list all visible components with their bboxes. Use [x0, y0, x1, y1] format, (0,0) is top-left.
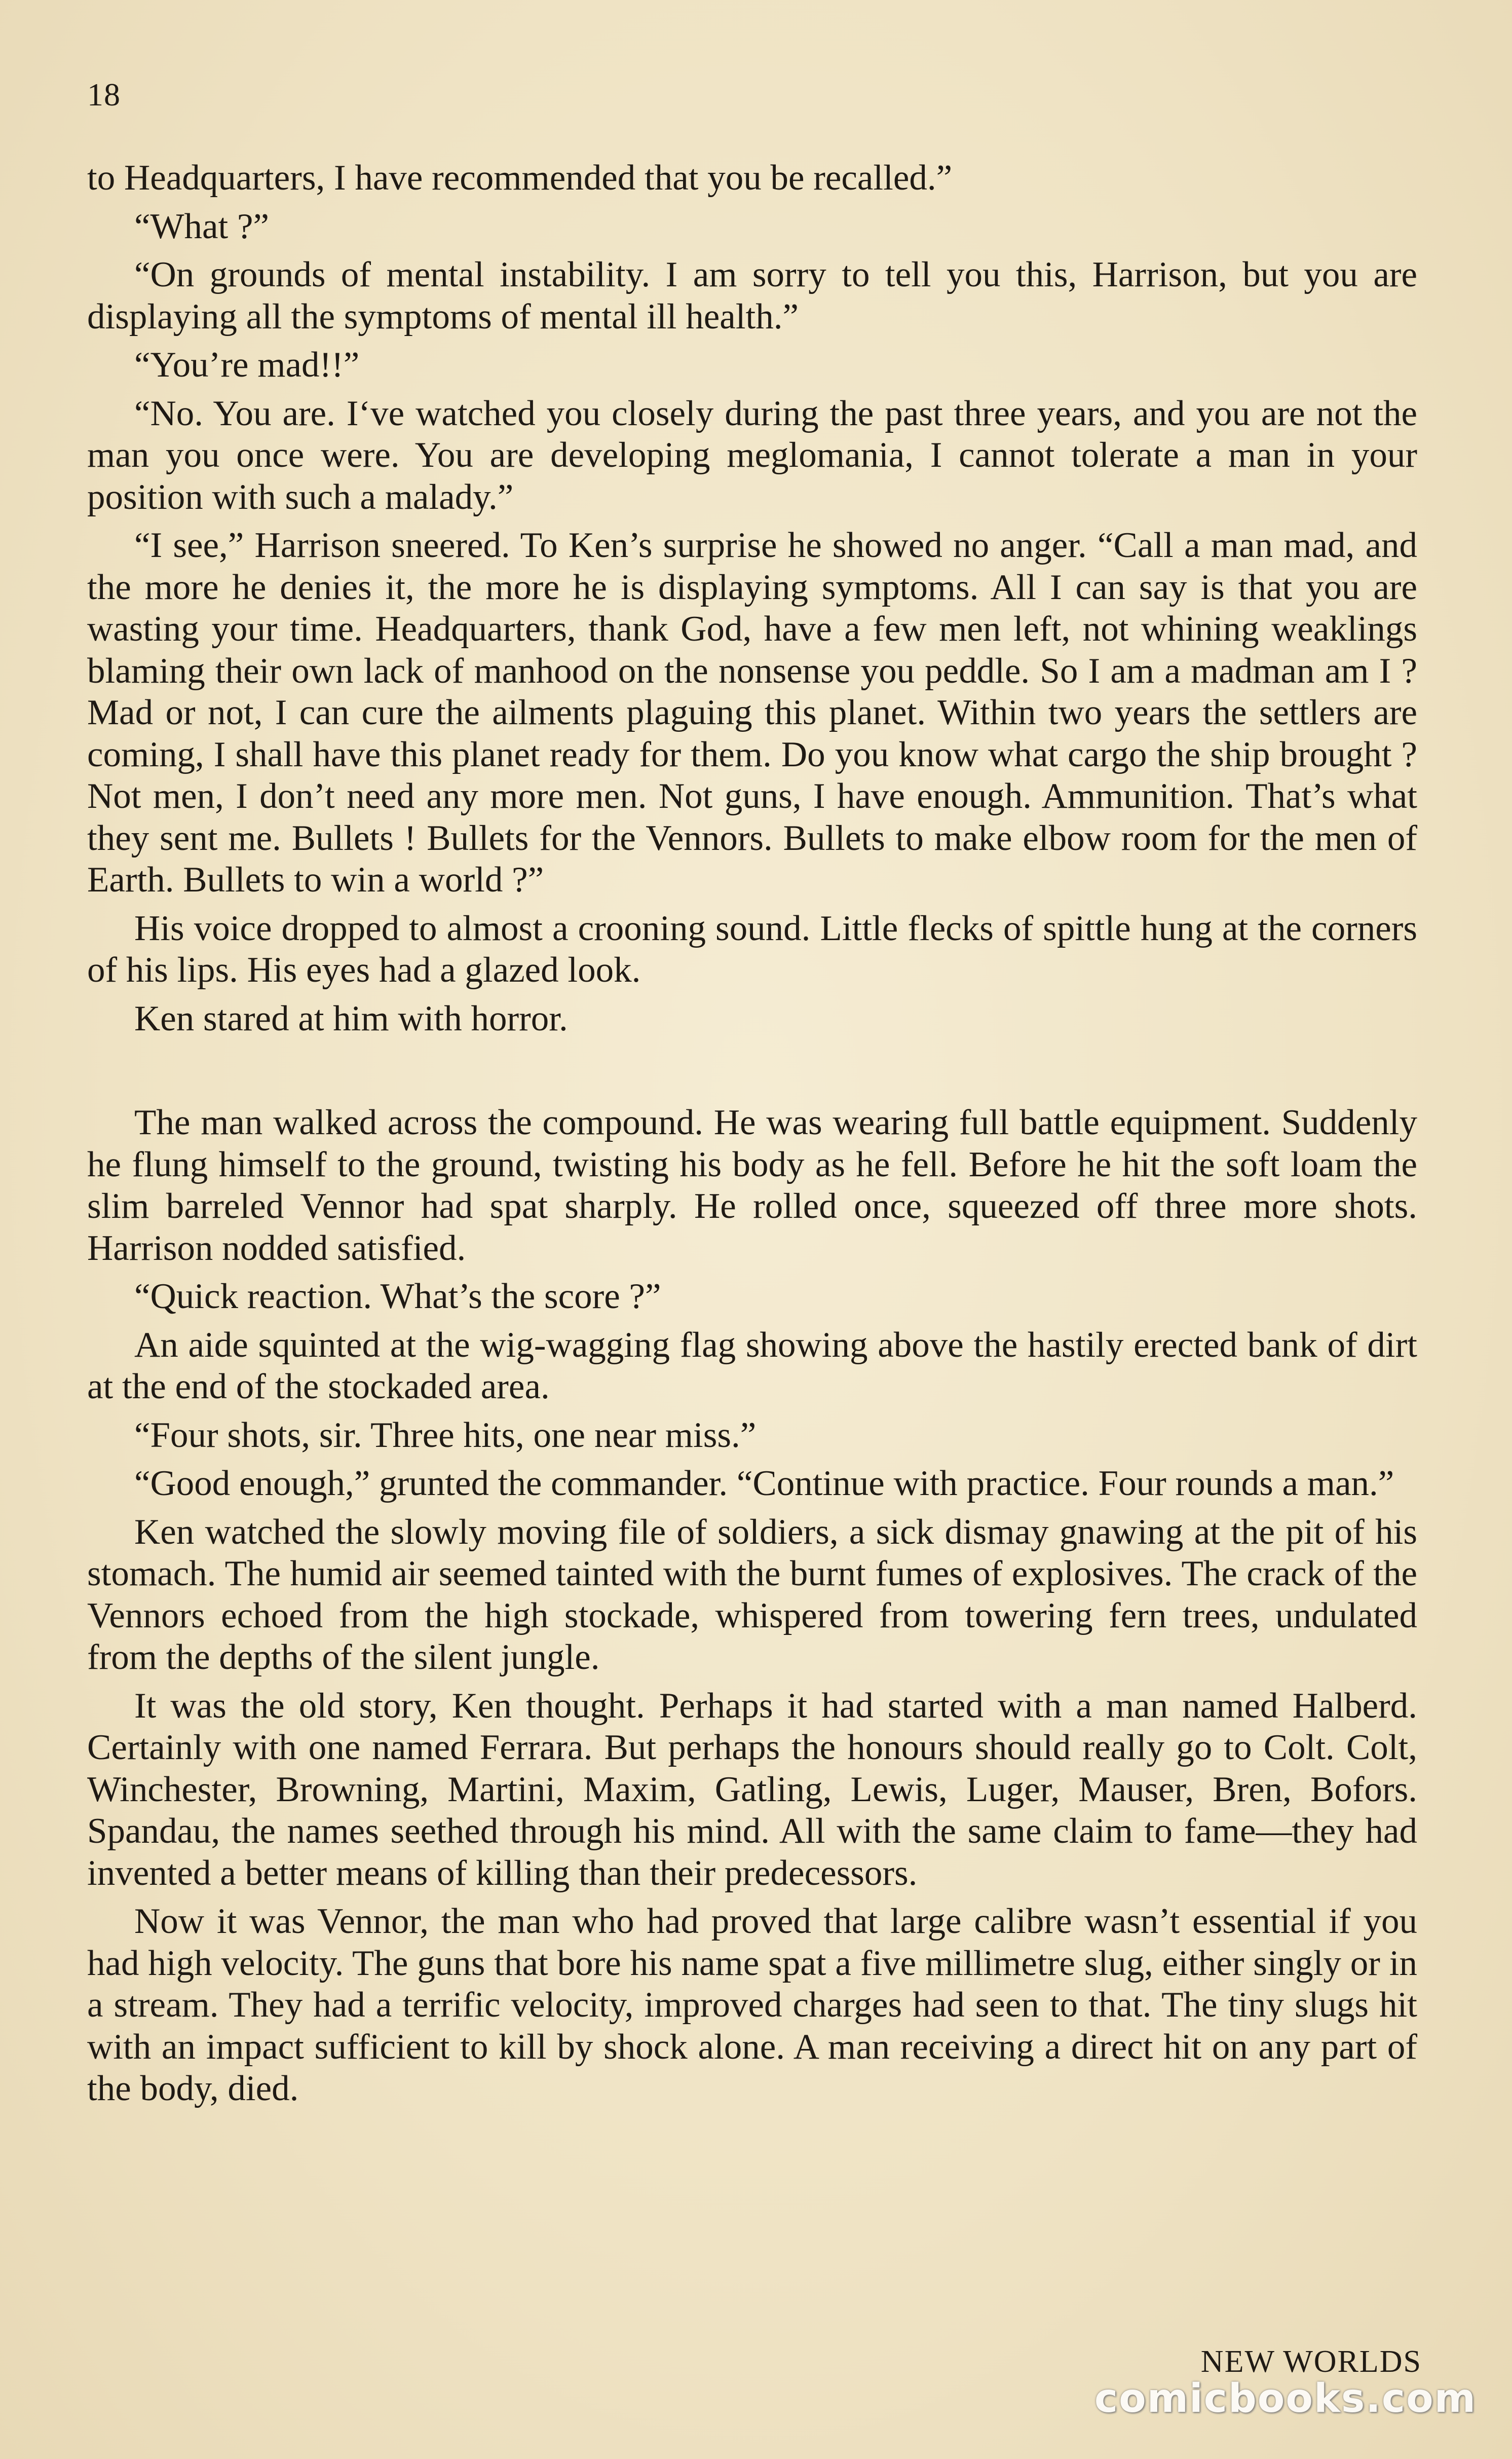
paragraph: “Quick reaction. What’s the score ?”: [134, 1277, 661, 1316]
story-section-2: [87, 1102, 1417, 2110]
story-text: [87, 157, 1417, 2116]
page-number: 18: [87, 77, 121, 113]
paragraph: An aide squinted at the wig-wagging flag showing above the hastily erected bank of dirt at the end of the stockaded area.: [87, 1325, 1417, 1406]
paragraph: “Four shots, sir. Three hits, one near miss.”: [134, 1415, 757, 1455]
paragraph: “You’re mad!!”: [134, 345, 360, 385]
paragraph: “What ?”: [134, 206, 270, 246]
story-section-1: [87, 157, 1417, 1039]
paragraph: Ken stared at him with horror.: [134, 998, 568, 1038]
paragraph: The man walked across the compound. He was wearing full battle equipment. Suddenly he flung himself to the ground, twisting his body as he fell. Before he hit the soft loam the slim barreled Vennor had spat sharply. He rolled once, squeezed off three more shots. Harrison nodded satisfied.: [87, 1103, 1417, 1268]
paragraph: Ken watched the slowly moving file of soldiers, a sick dismay gnawing at the pit of his stomach. The humid air seemed tainted with the burnt fumes of explosives. The crack of the Vennors echoed from the high stockade, whispered from towering fern trees, undulated from the depths of the silent jungle.: [87, 1512, 1417, 1677]
paragraph: His voice dropped to almost a crooning sound. Little flecks of spittle hung at the corners of his lips. His eyes had a glazed look.: [87, 908, 1417, 990]
paragraph: Now it was Vennor, the man who had proved that large calibre wasn’t essential if you had high velocity. The guns that bore his name spat a five millimetre slug, either singly or in a stream. They had a terrific velocity, improved charges had seen to that. The tiny slugs hit with an impact sufficient to kill by shock alone. A man receiving a direct hit on any part of the body, died.: [87, 1902, 1417, 2108]
paragraph: It was the old story, Ken thought. Perhaps it had started with a man named Halberd. Certainly with one named Ferrara. But perhaps the honours should really go to Colt. Colt, Winchester, Browning, Martini, Maxim, Gatling, Lewis, Luger, Mauser, Bren, Bofors. Spandau, the names seethed through his mind. All with the same claim to fame—they had invented a better means of killing than their predecessors.: [87, 1686, 1417, 1893]
paragraph: “I see,” Harrison sneered. To Ken’s surprise he showed no anger. “Call a man mad, and the more he denies it, the more he is displaying symptoms. All I can say is that you are wasting your time. Headquarters, thank God, have a few men left, not whining weaklings blaming their own lack of manhood on the nonsense you peddle. So I am a madman am I ? Mad or not, I can cure the ailments plaguing this planet. Within two years the settlers are coming, I shall have this planet ready for them. Do you know what cargo the ship brought ? Not men, I don’t need any more men. Not guns, I have enough. Ammunition. That’s what they sent me. Bullets ! Bullets for the Vennors. Bullets to make elbow room for the men of Earth. Bullets to win a world ?”: [87, 526, 1417, 900]
paragraph: “Good enough,” grunted the commander. “Continue with practice. Four rounds a man.”: [134, 1464, 1394, 1503]
watermark: comicbooks.com: [1094, 2376, 1477, 2421]
section-break: [87, 1046, 1417, 1102]
paragraph: “No. You are. I‘ve watched you closely during the past three years, and you are not the man you once were. You are developing meglomania, I cannot tolerate a man in your position with such a malady.”: [87, 393, 1417, 517]
paragraph: “On grounds of mental instability. I am sorry to tell you this, Harrison, but you are displaying all the symptoms of mental ill health.”: [87, 255, 1417, 337]
paragraph: to Headquarters, I have recommended that you be recalled.”: [87, 158, 953, 198]
magazine-title-footer: NEW WORLDS: [1200, 2344, 1422, 2379]
